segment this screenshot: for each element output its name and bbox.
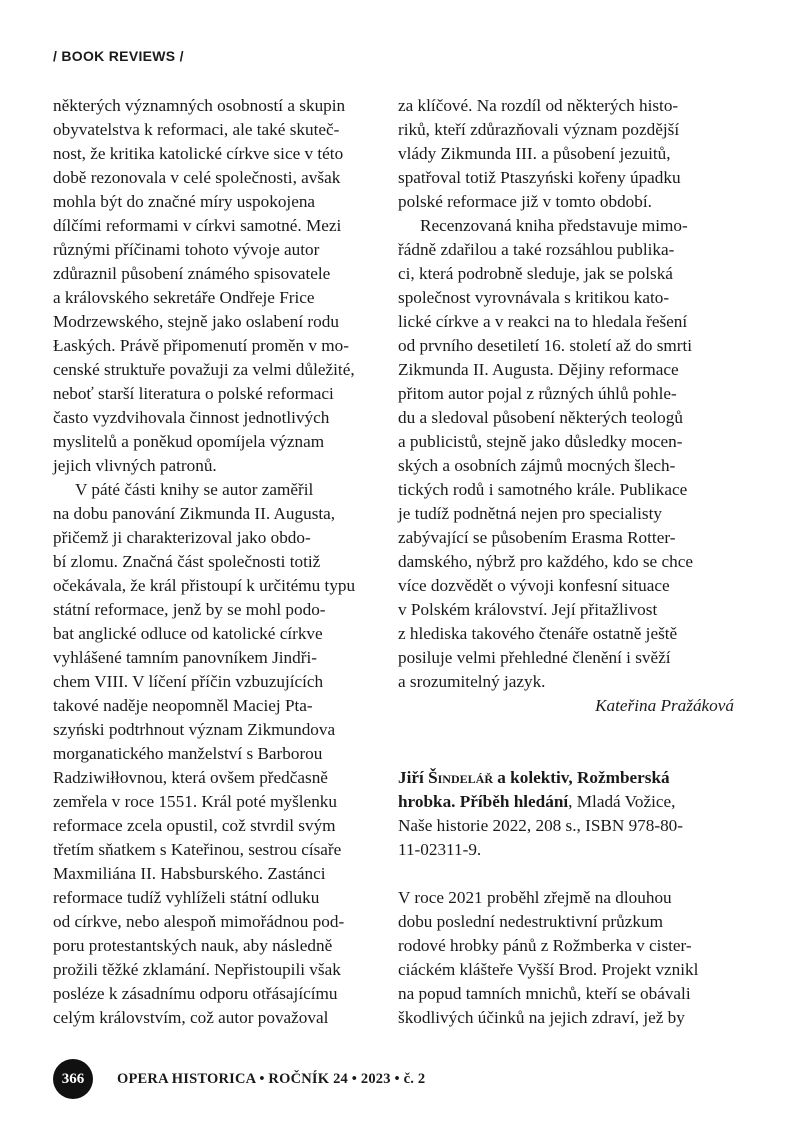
text-line: řádně zdařilou a také rozsáhlou publika- — [398, 240, 675, 259]
text-line: je tudíž podnětná nejen pro specialisty — [398, 504, 662, 523]
text-line: v Polském království. Její přitažlivost — [398, 600, 658, 619]
text-line: Łaských. Právě připomenutí proměn v mo- — [53, 336, 349, 355]
text-line: zdůraznil působení známého spisovatele — [53, 264, 331, 283]
text-line: Maxmiliána II. Habsburského. Zastánci — [53, 864, 326, 883]
text-line: ciáckém klášteře Vyšší Brod. Projekt vznikl — [398, 960, 699, 979]
citation-publisher: , Mladá Vožice, — [568, 792, 676, 811]
text-line: prožili těžké zklamání. Nepřistoupili však — [53, 960, 341, 979]
text-line: dobu poslední nedestruktivní průzkum — [398, 912, 663, 931]
page-number-badge: 366 — [53, 1059, 93, 1099]
text-line: poru protestantských nauk, aby následně — [53, 936, 333, 955]
text-line: a srozumitelný jazyk. — [398, 672, 546, 691]
text-line: polské reformace již v tomto období. — [398, 192, 652, 211]
text-line: mohla být do značné míry uspokojena — [53, 192, 316, 211]
text-line: reformace tudíž vyhlíželi státní odluku — [53, 888, 320, 907]
text-line: od církve, nebo alespoň mimořádnou pod- — [53, 912, 345, 931]
text-line: myslitelů a poněkud opomíjela význam — [53, 432, 325, 451]
text-line: a královského sekretáře Ondřeje Frice — [53, 288, 315, 307]
right-column — [398, 94, 734, 1030]
text-line: a publicistů, stejně jako důsledky mocen- — [398, 432, 683, 451]
text-line: očekávala, že král přistoupí k určitému typu — [53, 576, 356, 595]
text-line: státní reformace, jenž by se mohl podo- — [53, 600, 326, 619]
text-line: Radziwiłłovnou, která ovšem předčasně — [53, 768, 328, 787]
text-line: ci, která podrobně sleduje, jak se polská — [398, 264, 673, 283]
text-line: společnost vyrovnávala s kritikou kato- — [398, 288, 670, 307]
text-line: škodlivých účinků na jejich zdraví, jež by — [398, 1008, 685, 1027]
citation-author-rest: a kolektiv, Rožmberská — [492, 768, 670, 787]
text-line: Modrzewského, stejně jako oslabení rodu — [53, 312, 339, 331]
paragraph-start-line: Recenzovaná kniha představuje mimo- — [420, 216, 688, 235]
text-line: zemřela v roce 1551. Král poté myšlenku — [53, 792, 337, 811]
text-line: censké struktuře považuji za velmi důležité, — [53, 360, 355, 379]
text-line: z hlediska takového čtenáře ostatně ještě — [398, 624, 678, 643]
text-line: na popud tamních mnichů, kteří se obávali — [398, 984, 691, 1003]
text-line: za klíčové. Na rozdíl od některých histo- — [398, 96, 679, 115]
text-line: vyhlášené tamním panovníkem Jindři- — [53, 648, 317, 667]
text-line: damského, nýbrž pro každého, kdo se chce — [398, 552, 693, 571]
text-line: posiluje velmi přehledné členění i svěží — [398, 648, 671, 667]
section-spacer — [398, 862, 734, 886]
citation-author-last: Šindelář — [428, 768, 493, 787]
text-line: obyvatelstva k reformaci, ale také skuteč- — [53, 120, 340, 139]
text-line: některých významných osobností a skupin — [53, 96, 346, 115]
section-header: / BOOK REVIEWS / — [53, 48, 184, 64]
text-line: na dobu panování Zikmunda II. Augusta, — [53, 504, 336, 523]
text-line: Zikmunda II. Augusta. Dějiny reformace — [398, 360, 679, 379]
text-line: přičemž ji charakterizoval jako obdo- — [53, 528, 311, 547]
text-line: morganatického manželství s Barborou — [53, 744, 323, 763]
citation-line: 11-02311-9. — [398, 840, 482, 859]
text-line: více dozvědět o vývoji konfesní situace — [398, 576, 670, 595]
text-line: neboť starší literatura o polské reformaci — [53, 384, 334, 403]
text-line: vlády Zikmunda III. a působení jezuitů, — [398, 144, 671, 163]
text-line: szyński podtrhnout význam Zikmundova — [53, 720, 336, 739]
text-line: přitom autor pojal z různých úhlů pohle- — [398, 384, 677, 403]
text-line: chem VIII. V líčení příčin vzbuzujících — [53, 672, 324, 691]
citation-line — [398, 790, 734, 814]
reviewer-signature: Kateřina Pražáková — [595, 696, 734, 715]
page-footer — [53, 1059, 425, 1099]
text-line: třetím sňatkem s Kateřinou, sestrou císaře — [53, 840, 342, 859]
text-line: různými příčinami tohoto vývoje autor — [53, 240, 320, 259]
text-line: V roce 2021 proběhl zřejmě na dlouhou — [398, 888, 672, 907]
text-line: bí zlomu. Značná část společnosti totiž — [53, 552, 321, 571]
text-line: bat anglické odluce od katolické církve — [53, 624, 323, 643]
text-line: ských a osobních zájmů mocných šlech- — [398, 456, 676, 475]
text-line: du a sledoval působení některých teologů — [398, 408, 683, 427]
citation-author-first: Jiří — [398, 768, 429, 787]
text-line: posléze k zásadnímu odporu otřásajícímu — [53, 984, 338, 1003]
text-line: reformace zcela opustil, což stvrdil svým — [53, 816, 336, 835]
text-line: takové naděje neopomněl Maciej Pta- — [53, 696, 313, 715]
text-line: od prvního desetiletí 16. století až do smrti — [398, 336, 693, 355]
text-line: rodové hrobky pánů z Rožmberka v cister- — [398, 936, 692, 955]
text-line: celým královstvím, což autor považoval — [53, 1008, 329, 1027]
text-line: lické církve a v reakci na to hledala řešení — [398, 312, 688, 331]
text-line: jejich vlivných patronů. — [53, 456, 217, 475]
text-line: spatřoval totiž Ptaszyński kořeny úpadku — [398, 168, 681, 187]
journal-title: OPERA HISTORICA • ROČNÍK 24 • 2023 • č. 2 — [117, 1070, 426, 1087]
citation-line — [398, 766, 734, 790]
text-line: zabývající se působením Erasma Rotter- — [398, 528, 676, 547]
text-line: riků, kteří zdůrazňovali význam pozdější — [398, 120, 680, 139]
section-spacer — [398, 718, 734, 766]
text-line: době rezonovala v celé společnosti, avšak — [53, 168, 341, 187]
text-line: nost, že kritika katolické církve sice v této — [53, 144, 344, 163]
text-line: dílčími reformami v církvi samotné. Mezi — [53, 216, 342, 235]
text-line: často vyzdvihovala činnost jednotlivých — [53, 408, 330, 427]
text-line: tických rodů i samotného krále. Publikace — [398, 480, 688, 499]
left-column — [53, 94, 383, 1030]
paragraph-start-line: V páté části knihy se autor zaměřil — [75, 480, 314, 499]
citation-title: hrobka. Příběh hledání — [398, 792, 569, 811]
citation-line: Naše historie 2022, 208 s., ISBN 978-80- — [398, 816, 684, 835]
